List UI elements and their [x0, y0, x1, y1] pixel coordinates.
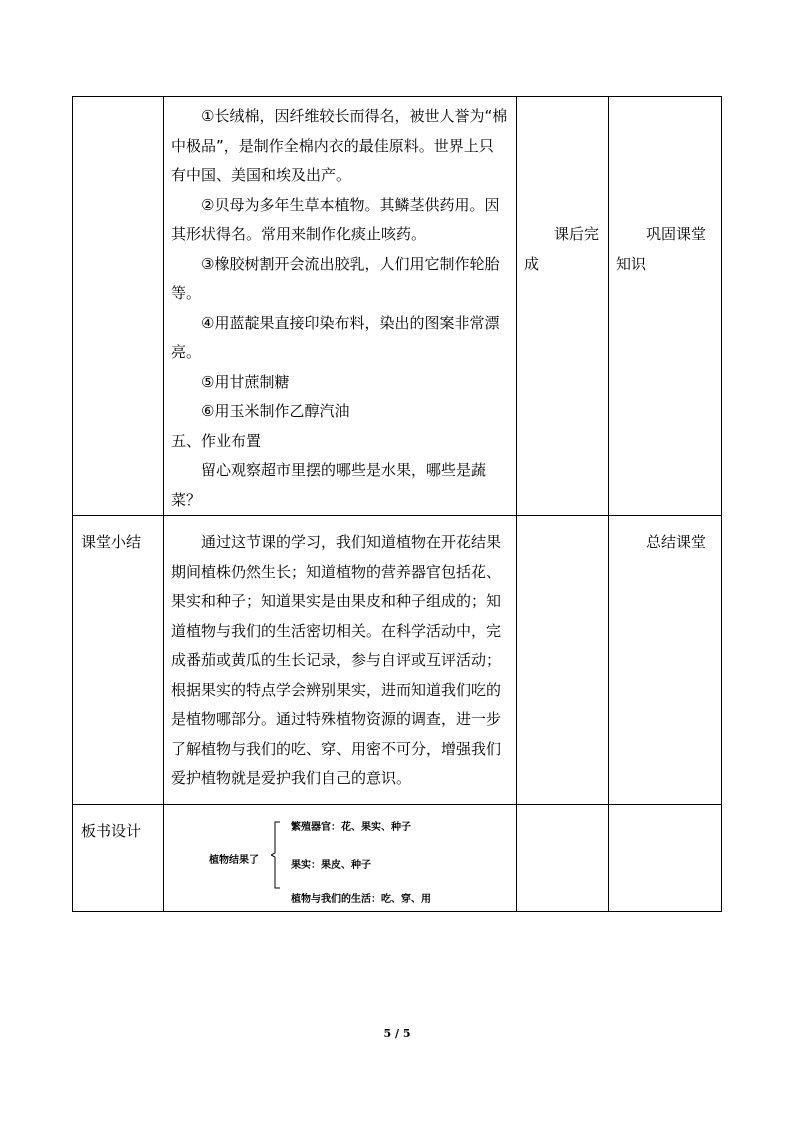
summary-paragraph: 通过这节课的学习，我们知道植物在开花结果期间植株仍然生长；知道植物的营养器官包括花、果实和种子；知道果实是由果皮和种子组成的；知道植物与我们的生活密切相关。在科学活动中，完成番茄或黄瓜的生长记录，参与自评或互评活动；根据果实的特点学会辨别果实，进而知道我们吃的是植物哪部分。通过特殊植物资源的调查，进一步了解植物与我们的吃、穿、用密不可分，增强我们爱护植物就是爱护我们自己的意识。 [171, 533, 502, 787]
content-cell [164, 516, 517, 805]
board-branch: 植物与我们的生活：吃、穿、用 [291, 894, 431, 905]
purpose-cell [609, 805, 722, 912]
board-branch: 果实：果皮、种子 [291, 860, 371, 871]
table-row [73, 97, 722, 516]
content-cell [164, 97, 517, 516]
brace-icon [271, 821, 281, 889]
table-row [73, 805, 722, 912]
content-paragraph: ⑤用甘蔗制糖 [201, 372, 290, 391]
table-row [73, 516, 722, 805]
row-label-cell: 课堂小结 [73, 516, 164, 805]
activity-cell [517, 805, 609, 912]
content-paragraph: ③橡胶树割开会流出胶乳，人们用它制作轮胎等。 [171, 254, 500, 302]
board-design-cell [164, 805, 517, 912]
row-label-cell [73, 97, 164, 516]
activity-cell [517, 516, 609, 805]
content-paragraph: 留心观察超市里摆的哪些是水果，哪些是蔬菜？ [171, 461, 487, 509]
content-paragraph: ②贝母为多年生草本植物。其鳞茎供药用。因其形状得名。常用来制作化痰止咳药。 [171, 195, 500, 243]
board-root: 植物结果了 [209, 855, 259, 866]
section-heading: 五、作业布置 [171, 431, 262, 450]
purpose-cell: 总结课堂 [609, 516, 722, 805]
page-number: 5 / 5 [383, 1027, 411, 1040]
purpose-cell: 巩固课堂知识 [609, 97, 722, 516]
content-paragraph: ①长绒棉，因纤维较长而得名，被世人誉为“棉中极品”，是制作全棉内衣的最佳原料。世界上只有中国、美国和埃及出产。 [171, 107, 508, 184]
content-paragraph: ⑥用玉米制作乙醇汽油 [201, 402, 350, 420]
lesson-plan-table [72, 96, 722, 912]
content-paragraph: ④用蓝靛果直接印染布料，染出的图案非常漂亮。 [171, 313, 500, 361]
board-branch: 繁殖器官：花、果实、种子 [291, 822, 411, 833]
activity-cell: 课后完成 [517, 97, 609, 516]
row-label-cell: 板书设计 [73, 805, 164, 912]
board-diagram [164, 805, 516, 911]
